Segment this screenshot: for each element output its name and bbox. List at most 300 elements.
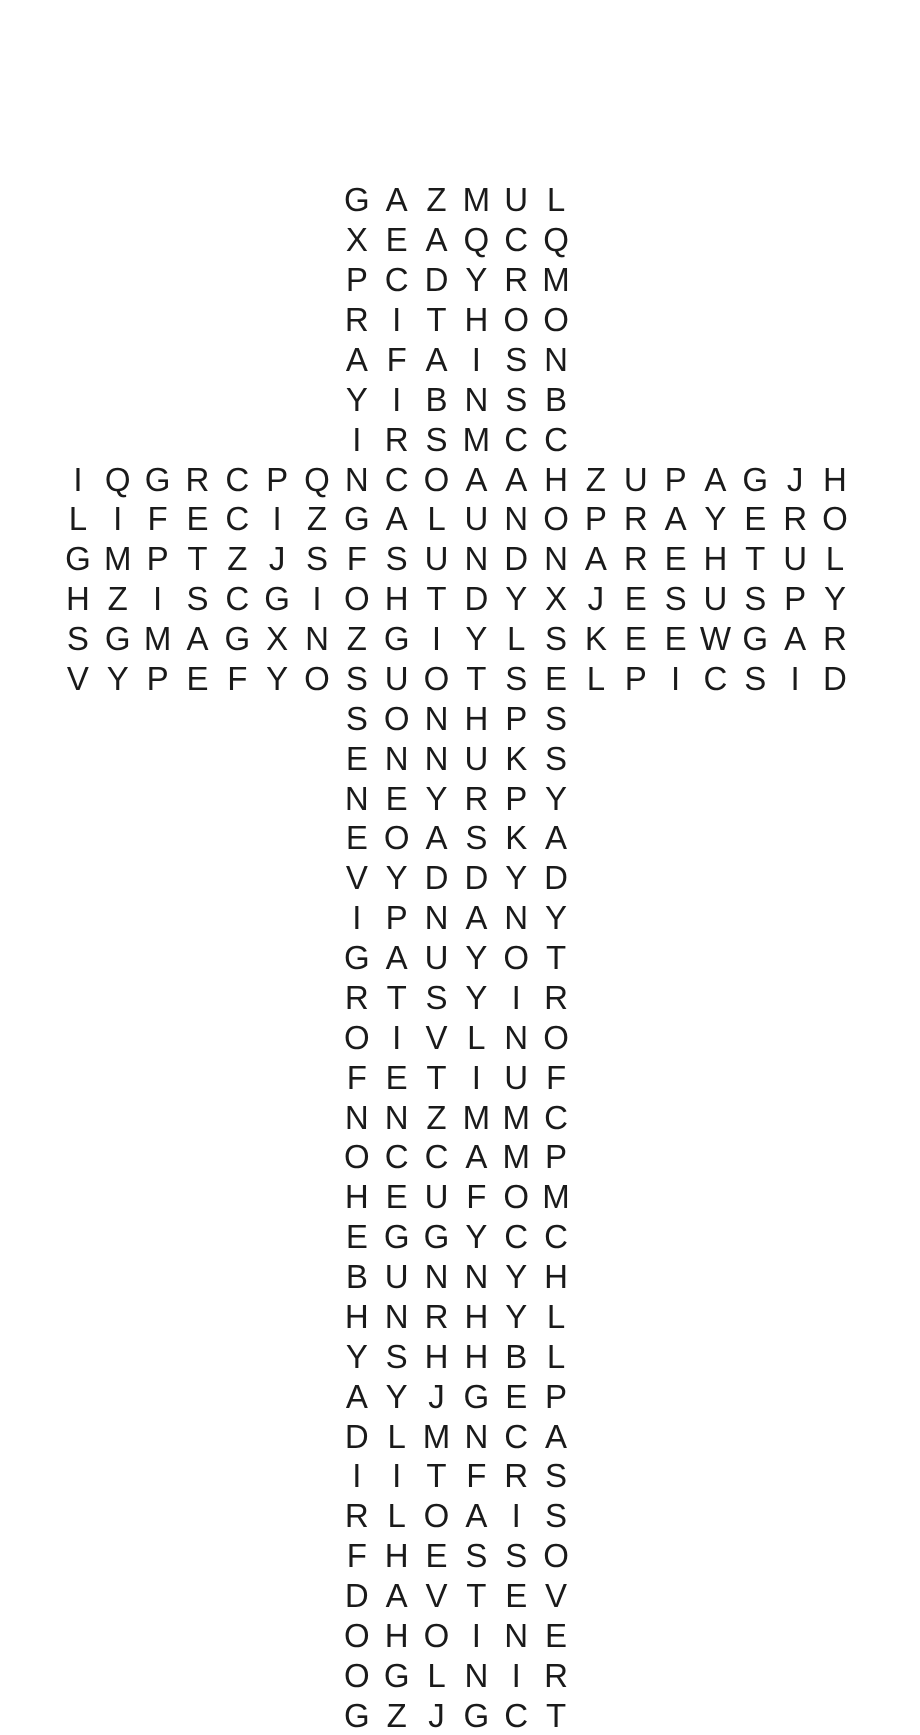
grid-cell[interactable]: I xyxy=(272,500,282,538)
grid-cell[interactable]: C xyxy=(225,580,250,618)
grid-cell[interactable]: Y xyxy=(266,659,289,697)
grid-cell[interactable]: M xyxy=(422,1417,451,1455)
grid-cell[interactable]: C xyxy=(424,1138,449,1176)
grid-cell[interactable]: Y xyxy=(545,899,568,937)
grid-cell[interactable]: S xyxy=(545,620,568,658)
grid-cell[interactable]: B xyxy=(505,1337,528,1375)
grid-cell[interactable]: I xyxy=(511,978,521,1016)
grid-cell[interactable]: T xyxy=(745,540,766,578)
grid-cell[interactable]: F xyxy=(227,659,248,697)
grid-cell[interactable]: Q xyxy=(104,460,131,498)
grid-cell[interactable]: M xyxy=(462,181,491,219)
grid-cell[interactable]: E xyxy=(385,1178,408,1216)
grid-cell[interactable]: S xyxy=(744,580,767,618)
grid-cell[interactable]: Y xyxy=(345,1337,368,1375)
grid-cell[interactable]: N xyxy=(464,540,489,578)
grid-cell[interactable]: E xyxy=(345,739,368,777)
grid-cell[interactable]: M xyxy=(462,420,491,458)
grid-cell[interactable]: M xyxy=(143,620,172,658)
grid-cell[interactable]: A xyxy=(345,340,368,378)
grid-cell[interactable]: S xyxy=(305,540,328,578)
grid-cell[interactable]: S xyxy=(545,699,568,737)
grid-cell[interactable]: R xyxy=(504,261,529,299)
grid-cell[interactable]: Y xyxy=(505,1258,528,1296)
grid-cell[interactable]: T xyxy=(386,978,407,1016)
grid-cell[interactable]: P xyxy=(784,580,807,618)
grid-cell[interactable]: E xyxy=(744,500,767,538)
grid-cell[interactable]: N xyxy=(504,500,529,538)
grid-cell[interactable]: M xyxy=(502,1138,530,1176)
grid-cell[interactable]: M xyxy=(104,540,132,578)
grid-cell[interactable]: E xyxy=(345,819,368,857)
grid-cell[interactable]: Y xyxy=(505,580,528,618)
grid-cell[interactable]: G xyxy=(224,620,251,658)
grid-cell[interactable]: R xyxy=(623,540,648,578)
grid-cell[interactable]: Y xyxy=(425,779,448,817)
grid-cell[interactable]: N xyxy=(384,739,409,777)
grid-cell[interactable]: O xyxy=(304,659,330,697)
grid-cell[interactable]: I xyxy=(392,380,402,418)
grid-cell[interactable]: V xyxy=(545,1577,568,1615)
grid-cell[interactable]: P xyxy=(146,659,169,697)
grid-cell[interactable]: Y xyxy=(465,939,488,977)
grid-cell[interactable]: A xyxy=(425,221,448,259)
grid-cell[interactable]: N xyxy=(424,899,449,937)
grid-cell[interactable]: G xyxy=(463,1377,490,1415)
grid-cell[interactable]: E xyxy=(505,1577,528,1615)
grid-cell[interactable]: R xyxy=(823,620,847,658)
grid-cell[interactable]: T xyxy=(545,1696,567,1734)
grid-cell[interactable]: C xyxy=(544,420,568,458)
grid-cell[interactable]: I xyxy=(73,460,83,498)
grid-cell[interactable]: P xyxy=(664,460,687,498)
grid-cell[interactable]: A xyxy=(425,340,448,378)
grid-cell[interactable]: U xyxy=(384,1258,409,1296)
grid-cell[interactable]: Y xyxy=(823,580,846,618)
grid-cell[interactable]: U xyxy=(464,739,489,777)
grid-cell[interactable]: A xyxy=(505,460,528,498)
grid-cell[interactable]: X xyxy=(266,620,289,658)
grid-cell[interactable]: Q xyxy=(463,221,490,259)
grid-cell[interactable]: U xyxy=(424,1178,449,1216)
grid-cell[interactable]: Q xyxy=(543,221,569,259)
grid-cell[interactable]: N xyxy=(344,779,369,817)
grid-cell[interactable]: D xyxy=(424,261,449,299)
grid-cell[interactable]: C xyxy=(504,1218,529,1256)
grid-cell[interactable]: G xyxy=(742,460,769,498)
grid-cell[interactable]: N xyxy=(464,1417,489,1455)
grid-cell[interactable]: I xyxy=(352,420,362,458)
grid-cell[interactable]: M xyxy=(462,1098,491,1136)
grid-cell[interactable]: A xyxy=(385,1577,408,1615)
grid-cell[interactable]: N xyxy=(504,1018,529,1056)
grid-cell[interactable]: P xyxy=(505,699,528,737)
grid-cell[interactable]: I xyxy=(153,580,163,618)
grid-cell[interactable]: Y xyxy=(465,978,488,1016)
grid-cell[interactable]: G xyxy=(383,1218,410,1256)
grid-cell[interactable]: L xyxy=(427,500,446,538)
grid-cell[interactable]: O xyxy=(543,1018,569,1056)
grid-cell[interactable]: Z xyxy=(386,1696,407,1734)
grid-cell[interactable]: H xyxy=(344,1297,369,1335)
grid-cell[interactable]: C xyxy=(225,500,250,538)
grid-cell[interactable]: Y xyxy=(465,261,488,299)
grid-cell[interactable]: H xyxy=(66,580,90,618)
grid-cell[interactable]: M xyxy=(542,1178,570,1216)
grid-cell[interactable]: T xyxy=(466,659,487,697)
grid-cell[interactable]: P xyxy=(146,540,169,578)
grid-cell[interactable]: Y xyxy=(505,859,528,897)
grid-cell[interactable]: B xyxy=(545,380,568,418)
grid-cell[interactable]: H xyxy=(544,460,568,498)
grid-cell[interactable]: U xyxy=(384,659,409,697)
grid-cell[interactable]: S xyxy=(505,340,528,378)
grid-cell[interactable]: G xyxy=(104,620,131,658)
grid-cell[interactable]: Z xyxy=(107,580,128,618)
grid-cell[interactable]: I xyxy=(670,659,681,697)
grid-cell[interactable]: N xyxy=(344,1098,369,1136)
grid-cell[interactable]: I xyxy=(352,899,362,937)
grid-cell[interactable]: G xyxy=(423,1218,450,1256)
grid-cell[interactable]: S xyxy=(425,420,448,458)
grid-cell[interactable]: E xyxy=(624,620,647,658)
grid-cell[interactable]: D xyxy=(464,859,489,897)
grid-cell[interactable]: E xyxy=(624,580,647,618)
grid-cell[interactable]: X xyxy=(545,580,568,618)
grid-cell[interactable]: L xyxy=(825,540,845,578)
grid-cell[interactable]: S xyxy=(545,739,568,777)
grid-cell[interactable]: R xyxy=(185,460,210,498)
grid-cell[interactable]: H xyxy=(464,1297,489,1335)
grid-cell[interactable]: E xyxy=(545,1616,568,1654)
grid-cell[interactable]: L xyxy=(387,1417,406,1455)
grid-cell[interactable]: Y xyxy=(385,1377,408,1415)
grid-cell[interactable]: C xyxy=(703,659,728,697)
grid-cell[interactable]: O xyxy=(343,580,370,618)
grid-cell[interactable]: S xyxy=(545,1457,568,1495)
grid-cell[interactable]: K xyxy=(584,620,607,658)
grid-cell[interactable]: C xyxy=(384,1138,409,1176)
grid-cell[interactable]: A xyxy=(425,819,448,857)
grid-cell[interactable]: C xyxy=(504,1696,529,1734)
grid-cell[interactable]: H xyxy=(464,301,489,339)
grid-cell[interactable]: V xyxy=(425,1018,448,1056)
grid-cell[interactable]: F xyxy=(346,540,367,578)
grid-cell[interactable]: J xyxy=(428,1377,445,1415)
grid-cell[interactable]: L xyxy=(586,659,606,697)
grid-cell[interactable]: O xyxy=(503,939,530,977)
grid-cell[interactable]: G xyxy=(343,939,370,977)
grid-cell[interactable]: T xyxy=(187,540,208,578)
grid-cell[interactable]: H xyxy=(344,1178,369,1216)
grid-cell[interactable]: O xyxy=(383,699,410,737)
grid-cell[interactable]: U xyxy=(504,1058,529,1096)
grid-cell[interactable]: P xyxy=(584,500,607,538)
grid-cell[interactable]: N xyxy=(305,620,329,658)
grid-cell[interactable]: D xyxy=(344,1577,369,1615)
grid-cell[interactable]: D xyxy=(504,540,529,578)
grid-cell[interactable]: A xyxy=(465,460,488,498)
grid-cell[interactable]: D xyxy=(544,859,568,897)
grid-cell[interactable]: X xyxy=(345,221,368,259)
grid-cell[interactable]: A xyxy=(465,1138,488,1176)
grid-cell[interactable]: F xyxy=(545,1058,567,1096)
grid-cell[interactable]: I xyxy=(790,659,800,697)
grid-cell[interactable]: G xyxy=(264,580,290,618)
grid-cell[interactable]: D xyxy=(823,659,847,697)
grid-cell[interactable]: D xyxy=(424,859,449,897)
grid-cell[interactable]: O xyxy=(822,500,848,538)
grid-cell[interactable]: L xyxy=(546,1337,566,1375)
grid-cell[interactable]: P xyxy=(345,261,368,299)
grid-cell[interactable]: Z xyxy=(426,181,447,219)
grid-cell[interactable]: E xyxy=(186,659,209,697)
grid-cell[interactable]: C xyxy=(504,1417,529,1455)
grid-cell[interactable]: I xyxy=(312,580,322,618)
grid-cell[interactable]: A xyxy=(784,620,807,658)
grid-cell[interactable]: P xyxy=(545,1138,568,1176)
grid-cell[interactable]: H xyxy=(464,1337,489,1375)
grid-cell[interactable]: C xyxy=(544,1218,568,1256)
grid-cell[interactable]: Z xyxy=(306,500,328,538)
grid-cell[interactable]: Z xyxy=(426,1098,447,1136)
grid-cell[interactable]: O xyxy=(423,659,450,697)
grid-cell[interactable]: F xyxy=(466,1178,487,1216)
grid-cell[interactable]: I xyxy=(352,1457,362,1495)
grid-cell[interactable]: H xyxy=(464,699,489,737)
grid-cell[interactable]: N xyxy=(544,540,568,578)
grid-cell[interactable]: I xyxy=(392,1018,402,1056)
grid-cell[interactable]: N xyxy=(384,1297,409,1335)
grid-cell[interactable]: D xyxy=(344,1417,369,1455)
grid-cell[interactable]: Y xyxy=(505,1297,528,1335)
grid-cell[interactable]: G xyxy=(144,460,171,498)
grid-cell[interactable]: U xyxy=(623,460,648,498)
grid-cell[interactable]: N xyxy=(384,1098,409,1136)
grid-cell[interactable]: I xyxy=(511,1656,521,1694)
grid-cell[interactable]: L xyxy=(507,620,526,658)
grid-cell[interactable]: Z xyxy=(227,540,248,578)
grid-cell[interactable]: J xyxy=(587,580,605,618)
grid-cell[interactable]: N xyxy=(544,340,568,378)
grid-cell[interactable]: A xyxy=(584,540,607,578)
grid-cell[interactable]: C xyxy=(544,1098,568,1136)
grid-cell[interactable]: A xyxy=(186,620,209,658)
grid-cell[interactable]: R xyxy=(344,1497,369,1535)
grid-cell[interactable]: G xyxy=(383,1656,410,1694)
grid-cell[interactable]: Y xyxy=(385,859,408,897)
grid-cell[interactable]: N xyxy=(464,1258,489,1296)
grid-cell[interactable]: S xyxy=(465,1537,488,1575)
grid-cell[interactable]: H xyxy=(544,1258,568,1296)
grid-cell[interactable]: U xyxy=(424,540,449,578)
grid-cell[interactable]: S xyxy=(345,659,368,697)
grid-cell[interactable]: P xyxy=(545,1377,568,1415)
grid-cell[interactable]: I xyxy=(113,500,123,538)
grid-cell[interactable]: R xyxy=(623,500,648,538)
grid-cell[interactable]: S xyxy=(505,659,528,697)
grid-cell[interactable]: I xyxy=(511,1497,521,1535)
grid-cell[interactable]: T xyxy=(426,301,447,339)
grid-cell[interactable]: H xyxy=(823,460,847,498)
grid-cell[interactable]: U xyxy=(424,939,449,977)
grid-cell[interactable]: M xyxy=(502,1098,530,1136)
grid-cell[interactable]: R xyxy=(384,420,409,458)
grid-cell[interactable]: E xyxy=(385,1058,408,1096)
grid-cell[interactable]: Q xyxy=(304,460,330,498)
grid-cell[interactable]: R xyxy=(783,500,808,538)
grid-cell[interactable]: S xyxy=(345,699,368,737)
grid-cell[interactable]: G xyxy=(343,500,370,538)
grid-cell[interactable]: O xyxy=(343,1138,370,1176)
grid-cell[interactable]: F xyxy=(346,1537,367,1575)
grid-cell[interactable]: G xyxy=(463,1696,490,1734)
grid-cell[interactable]: N xyxy=(464,380,489,418)
grid-cell[interactable]: S xyxy=(744,659,767,697)
grid-cell[interactable]: G xyxy=(65,540,91,578)
grid-cell[interactable]: J xyxy=(268,540,286,578)
grid-cell[interactable]: N xyxy=(464,1656,489,1694)
grid-cell[interactable]: L xyxy=(387,1497,406,1535)
grid-cell[interactable]: S xyxy=(505,1537,528,1575)
grid-cell[interactable]: T xyxy=(466,1577,487,1615)
grid-cell[interactable]: R xyxy=(544,1656,568,1694)
grid-cell[interactable]: E xyxy=(664,620,687,658)
grid-cell[interactable]: N xyxy=(424,739,449,777)
grid-cell[interactable]: S xyxy=(186,580,209,618)
grid-cell[interactable]: E xyxy=(664,540,687,578)
grid-cell[interactable]: T xyxy=(545,939,567,977)
grid-cell[interactable]: M xyxy=(542,261,570,299)
grid-cell[interactable]: Y xyxy=(704,500,727,538)
grid-cell[interactable]: J xyxy=(428,1696,445,1734)
grid-cell[interactable]: Z xyxy=(346,620,367,658)
grid-cell[interactable]: P xyxy=(505,779,528,817)
grid-cell[interactable]: S xyxy=(545,1497,568,1535)
grid-cell[interactable]: F xyxy=(346,1058,367,1096)
grid-cell[interactable]: V xyxy=(425,1577,448,1615)
grid-cell[interactable]: P xyxy=(385,899,408,937)
grid-cell[interactable]: S xyxy=(66,620,89,658)
grid-cell[interactable]: A xyxy=(385,939,408,977)
grid-cell[interactable]: Y xyxy=(345,380,368,418)
grid-cell[interactable]: I xyxy=(392,301,402,339)
grid-cell[interactable]: O xyxy=(423,1616,450,1654)
grid-cell[interactable]: S xyxy=(505,380,528,418)
grid-cell[interactable]: E xyxy=(545,659,568,697)
grid-cell[interactable]: Y xyxy=(465,620,488,658)
grid-cell[interactable]: U xyxy=(464,500,489,538)
grid-cell[interactable]: T xyxy=(426,1058,447,1096)
grid-cell[interactable]: A xyxy=(385,181,408,219)
grid-cell[interactable]: C xyxy=(504,221,529,259)
grid-cell[interactable]: I xyxy=(431,620,442,658)
grid-cell[interactable]: A xyxy=(385,500,408,538)
grid-cell[interactable]: I xyxy=(471,1616,481,1654)
grid-cell[interactable]: N xyxy=(344,460,369,498)
grid-cell[interactable]: E xyxy=(345,1218,368,1256)
grid-cell[interactable]: T xyxy=(426,580,447,618)
grid-cell[interactable]: L xyxy=(427,1656,446,1694)
grid-cell[interactable]: Y xyxy=(465,1218,488,1256)
grid-cell[interactable]: B xyxy=(345,1258,368,1296)
grid-cell[interactable]: I xyxy=(392,1457,402,1495)
grid-cell[interactable]: B xyxy=(425,380,448,418)
grid-cell[interactable]: L xyxy=(546,1297,566,1335)
grid-cell[interactable]: G xyxy=(343,1696,370,1734)
grid-cell[interactable]: O xyxy=(423,460,450,498)
grid-cell[interactable]: O xyxy=(423,1497,450,1535)
grid-cell[interactable]: U xyxy=(703,580,728,618)
grid-cell[interactable]: T xyxy=(426,1457,447,1495)
grid-cell[interactable]: F xyxy=(466,1457,487,1495)
grid-cell[interactable]: G xyxy=(742,620,769,658)
grid-cell[interactable]: O xyxy=(543,1537,569,1575)
grid-cell[interactable]: O xyxy=(503,1178,530,1216)
grid-cell[interactable]: Z xyxy=(585,460,606,498)
grid-cell[interactable]: G xyxy=(383,620,410,658)
grid-cell[interactable]: Y xyxy=(545,779,568,817)
grid-cell[interactable]: L xyxy=(546,181,566,219)
grid-cell[interactable]: A xyxy=(465,899,488,937)
grid-cell[interactable]: D xyxy=(464,580,489,618)
grid-cell[interactable]: O xyxy=(383,819,410,857)
grid-cell[interactable]: C xyxy=(504,420,529,458)
grid-cell[interactable]: K xyxy=(505,819,528,857)
grid-cell[interactable]: R xyxy=(464,779,489,817)
grid-cell[interactable]: H xyxy=(384,580,409,618)
grid-cell[interactable]: A xyxy=(465,1497,488,1535)
grid-cell[interactable]: A xyxy=(545,819,568,857)
grid-cell[interactable]: R xyxy=(344,301,369,339)
grid-cell[interactable]: E xyxy=(385,779,408,817)
grid-cell[interactable]: W xyxy=(699,620,731,658)
grid-cell[interactable]: H xyxy=(703,540,728,578)
grid-cell[interactable]: H xyxy=(384,1537,409,1575)
grid-cell[interactable]: A xyxy=(704,460,727,498)
grid-cell[interactable]: O xyxy=(343,1656,370,1694)
grid-cell[interactable]: O xyxy=(543,500,569,538)
grid-cell[interactable]: N xyxy=(424,699,449,737)
grid-cell[interactable]: U xyxy=(504,181,529,219)
grid-cell[interactable]: Y xyxy=(106,659,129,697)
grid-cell[interactable]: O xyxy=(503,301,530,339)
grid-cell[interactable]: A xyxy=(664,500,687,538)
grid-cell[interactable]: S xyxy=(425,978,448,1016)
grid-cell[interactable]: N xyxy=(504,1616,529,1654)
grid-cell[interactable]: C xyxy=(225,460,250,498)
grid-cell[interactable]: L xyxy=(467,1018,486,1056)
grid-cell[interactable]: S xyxy=(385,1337,408,1375)
grid-cell[interactable]: A xyxy=(545,1417,568,1455)
grid-cell[interactable]: R xyxy=(544,978,568,1016)
grid-cell[interactable]: E xyxy=(425,1537,448,1575)
grid-cell[interactable]: P xyxy=(624,659,647,697)
grid-cell[interactable]: R xyxy=(344,978,369,1016)
grid-cell[interactable]: S xyxy=(385,540,408,578)
grid-cell[interactable]: F xyxy=(386,340,407,378)
grid-cell[interactable]: S xyxy=(664,580,687,618)
grid-cell[interactable]: O xyxy=(343,1018,370,1056)
grid-cell[interactable]: S xyxy=(465,819,488,857)
grid-cell[interactable]: L xyxy=(68,500,88,538)
grid-cell[interactable]: A xyxy=(345,1377,368,1415)
grid-cell[interactable]: V xyxy=(66,659,89,697)
grid-cell[interactable]: E xyxy=(505,1377,528,1415)
grid-cell[interactable]: R xyxy=(504,1457,529,1495)
grid-cell[interactable]: V xyxy=(345,859,368,897)
grid-cell[interactable]: U xyxy=(783,540,808,578)
